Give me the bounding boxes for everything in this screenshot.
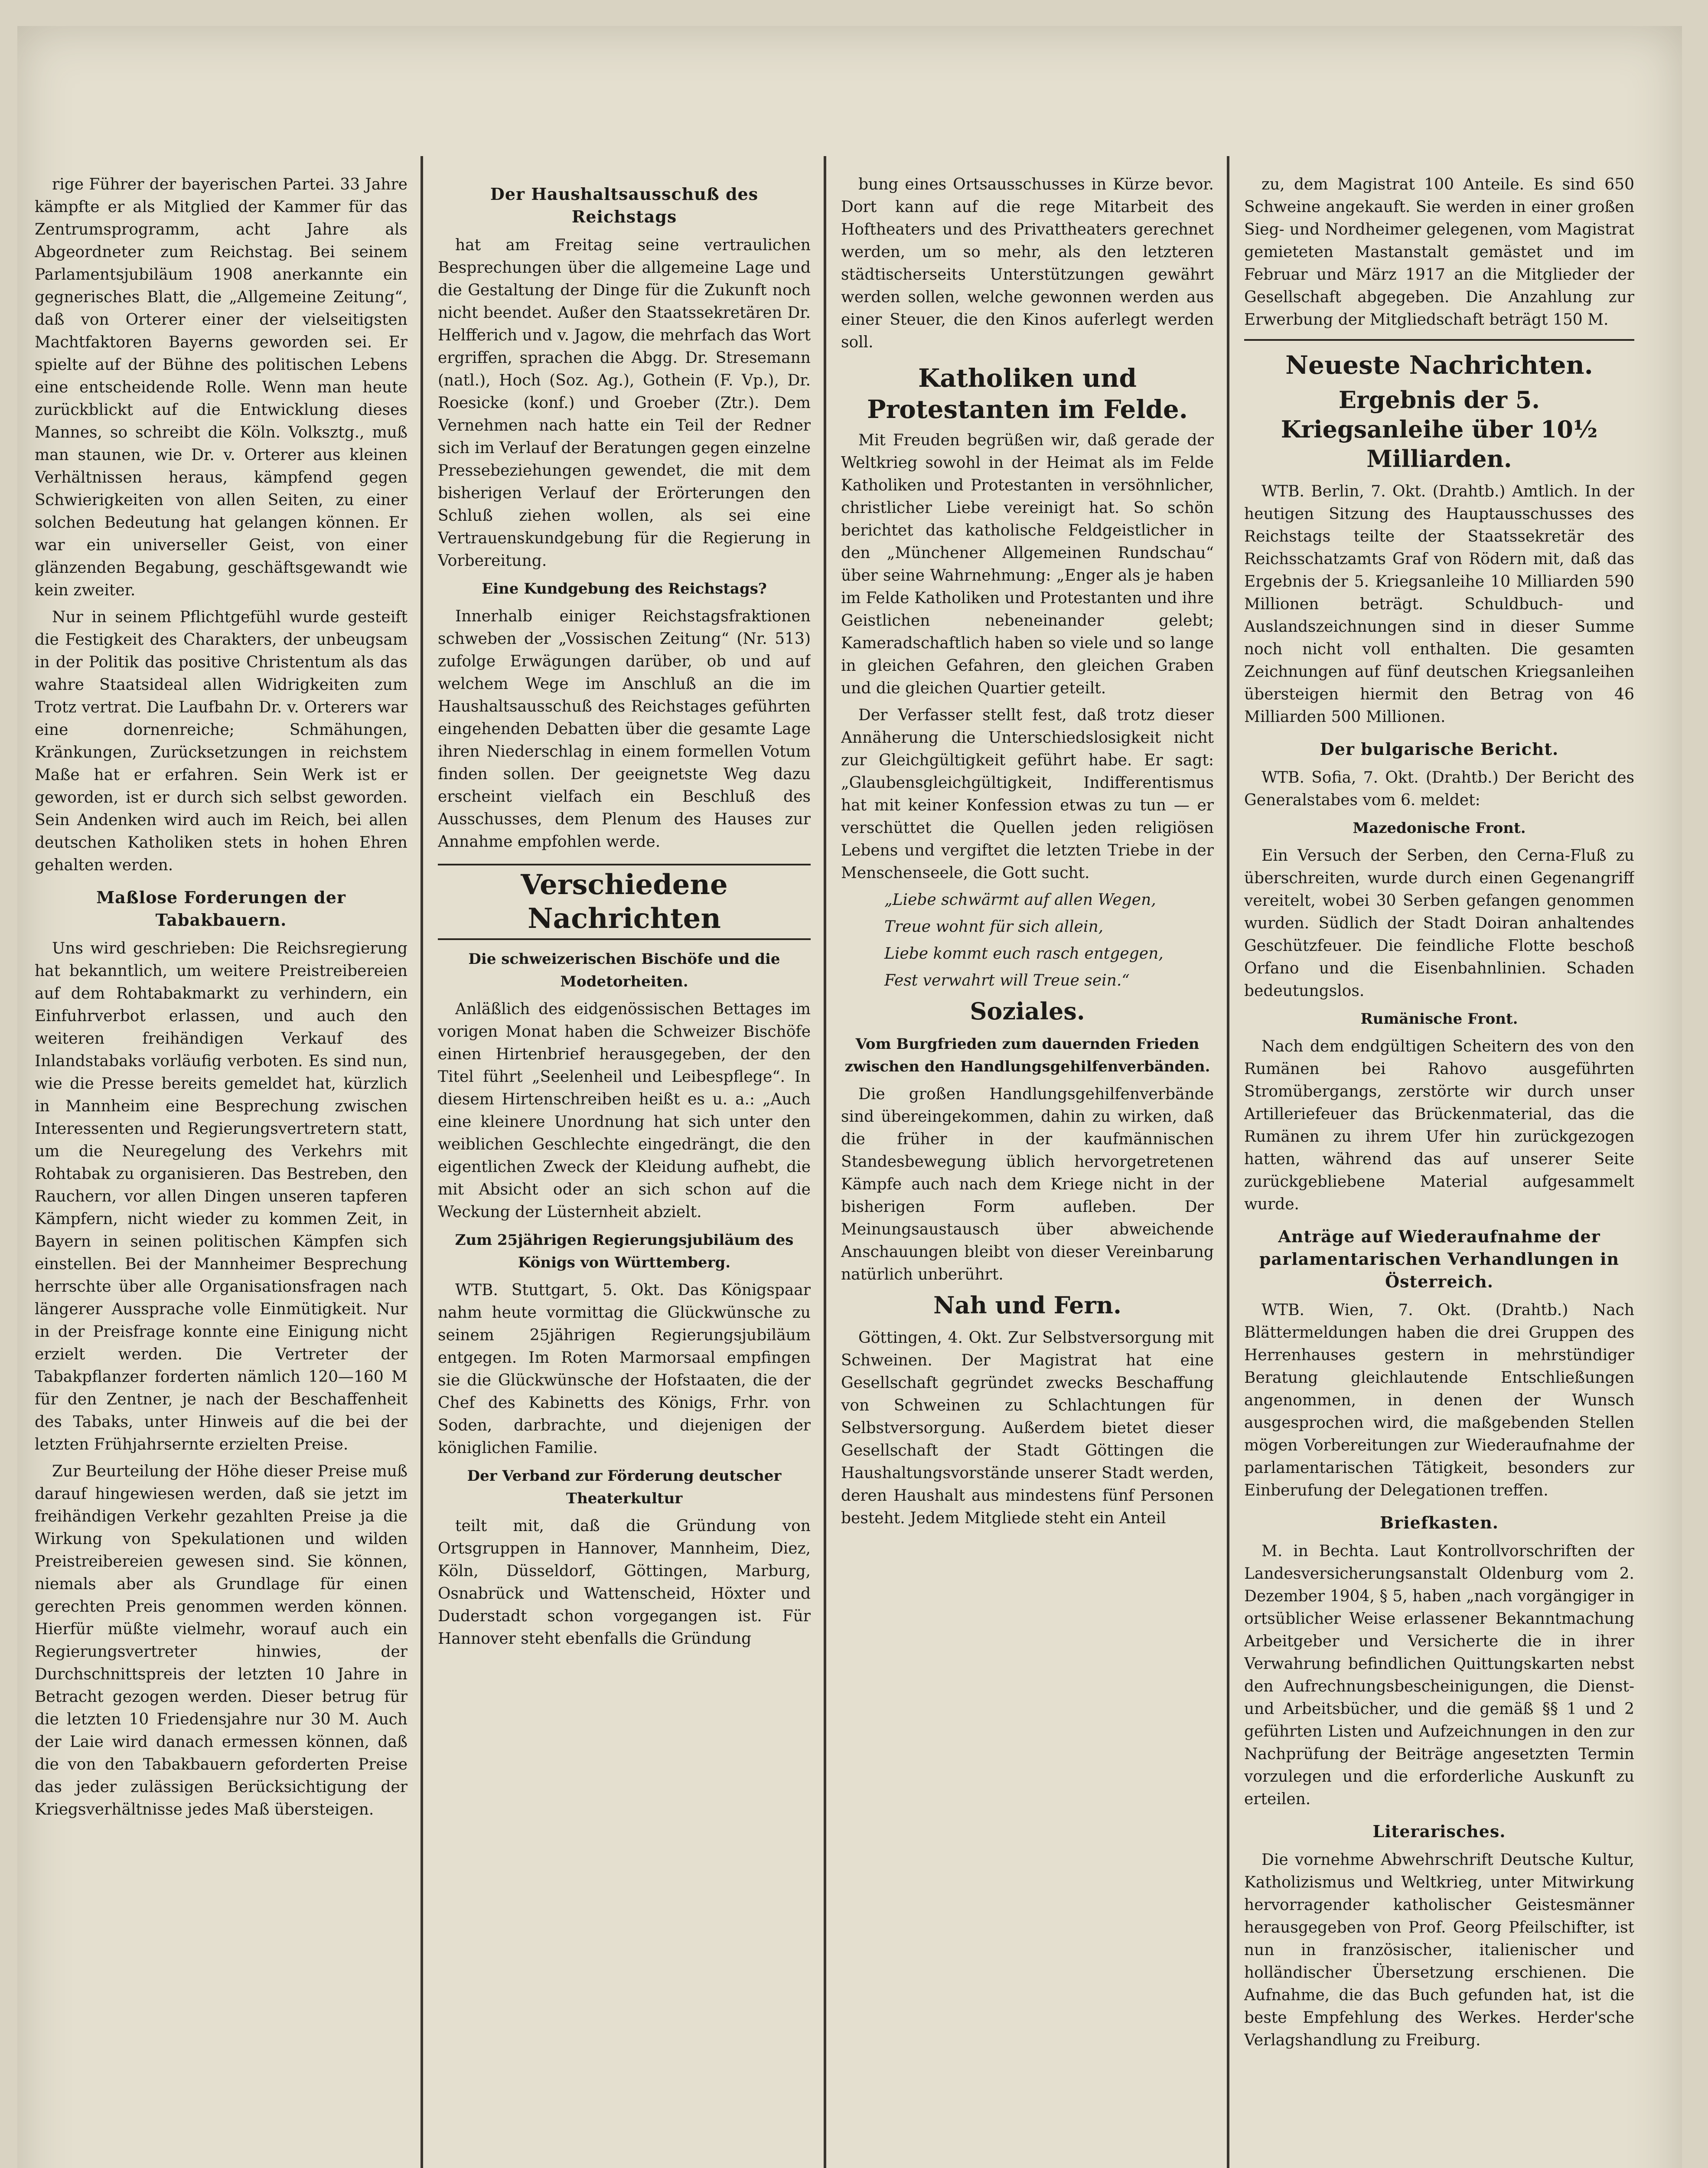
kundgebung-text: Innerhalb einiger Reichstagsfraktionen schweben der „Vossischen Zeitung“ (Nr. 513) zufolge Erwägungen darüber, ob und auf welchem Wege im Anschluß an die im Haushaltsausschuß des Reichstages geführten eingehenden Debatten über die gesamte Lage ihren Niederschlag in einem formellen Votum finden sollen. Der geeignetste Weg dazu erscheint vielfach ein Beschluß des Ausschusses, dem Plenum des Hauses zur Annahme empfohlen werde.	[438, 607, 811, 851]
tabakbauern-text-2: Zur Beurteilung der Höhe dieser Preise muß darauf hingewiesen werden, daß sie jetzt im freihändigen Verkehr gezahlten Preise ja die Wirkung von Spekulationen und wilden Preistreibereien gewesen sind. Sie können, niemals aber als Grundlage für einen gerechten Preis genommen werden können. Hierfür müßte vielmehr, worauf auch ein Regierungsvertreter hinwies, der Durchschnittspreis der letzten 10 Jahre in Betracht gezogen werden. Dieser betrug für die letzten 10 Friedensjahre nur 30 M. Auch der Laie wird danach ermessen können, daß die von den Tabakbauern geforderten Preise das jeder zulässigen Berücksichtigung der Kriegsverhältnisse jedes Maß übersteigen.	[35, 1463, 407, 1819]
orterer-obituary-text: rige Führer der bayerischen Partei. 33 Jahre kämpfte er als Mitglied der Kammer für das Zentrumsprogramm, acht Jahre als Abgeordneter zum Reichstag. Bei seinem Parlamentsjubiläum 1908 anerkannte ein gegnerisches Blatt, die „Allgemeine Zeitung“, daß von Orterer einer der vielseitigsten Machtfaktoren Bayerns geworden sei. Er spielte auf der Bühne des politischen Lebens eine entscheidende Rolle. Wenn man heute zurückblickt auf die Entwicklung dieses Mannes, so schreibt die Köln. Volksztg., muß man staunen, wie Dr. v. Orterer aus kleinen Verhältnissen heraus, kämpfend gegen Schwierigkeiten von allen Seiten, zu einer solchen Bedeutung hat gelangen können. Er war ein universeller Geist, von einer glänzenden Begabung, geschäftsgewandt wie kein zweiter.	[35, 176, 407, 599]
mazedonische-front-text: Ein Versuch der Serben, den Cerna-Fluß zu überschreiten, wurde durch einen Gegenangriff vereitelt, wobei 30 Serben gefangen genommen wurden. Südlich der Stadt Doiran anhaltendes Geschützfeuer. Die feindliche Flotte beschoß Orfano und die Eisenbahnlinien. Schaden bedeutungslos.	[1244, 847, 1634, 1000]
rumaenische-front-heading: Rumänische Front.	[1360, 1010, 1518, 1028]
burgfrieden-subheading: Vom Burgfrieden zum dauernden Frieden zwischen den Handlungsgehilfenverbänden.	[844, 1035, 1210, 1075]
orterer-obituary-text-2: Nur in seinem Pflichtgefühl wurde gesteift die Festigkeit des Charakters, der unbeugsam in der Politik das positive Christentum als das wahre Staatsideal allen Widrigkeiten zum Trotz vertrat. Die Laufbahn Dr. v. Orterers war eine dornenreiche; Schmähungen, Kränkungen, Zurücksetzungen in reichstem Maße hat er erfahren. Sein Werk ist er geworden, ist er durch sich selbst geworden. Sein Andenken wird auch im Reich, bei allen deutschen Katholiken stets in hohen Ehren gehalten werden.	[35, 608, 407, 874]
kriegsanleihe-text: WTB. Berlin, 7. Okt. (Drahtb.) Amtlich. In der heutigen Sitzung des Hauptausschusses des Reichstags teilte der Staatssekretär des Reichsschatzamts Graf von Rödern mit, daß das Ergebnis der 5. Kriegsanleihe 10 Milliarden 590 Millionen beträgt. Schuldbuch- und Auslandszeichnungen sind in dieser Summe noch nicht voll enthalten. Die gesamten Zeichnungen auf fünf deutschen Kriegsanleihen übersteigen hiermit den Betrag von 46 Milliarden 500 Millionen.	[1244, 483, 1634, 726]
theaterkultur-subheading: Der Verband zur Förderung deutscher Theaterkultur	[467, 1467, 782, 1507]
newspaper-page	[17, 26, 1682, 2168]
oesterreich-heading: Anträge auf Wiederaufnahme der parlamentarischen Verhandlungen in Österreich.	[1259, 1227, 1620, 1291]
poem-line-4: Fest verwahrt will Treue sein.“	[884, 972, 1130, 989]
katholiken-text-2: Der Verfasser stellt fest, daß trotz dieser Annäherung die Unterschiedslosigkeit nicht zur Gleichgültigkeit geführt habe. Er sagt: „Glaubensgleichgültigkeit, Indifferentismus hat mit keiner Konfession etwas zu tun — er verschüttet die Quellen jeden religiösen Lebens und vergiftet die letzten Triebe in der Menschenseele, die Gott sucht.	[841, 706, 1214, 882]
verschiedene-nachrichten-heading: Verschiedene Nachrichten	[438, 864, 811, 940]
tabakbauern-heading: Maßlose Forderungen der Tabakbauern.	[96, 888, 346, 930]
wuerttemberg-text: WTB. Stuttgart, 5. Okt. Das Königspaar nahm heute vormittag die Glückwünsche zu seinem 25jährigen Regierungsjubiläum entgegen. Im Roten Marmorsaal empfingen sie die Glückwünsche der Hofstaaten, die der Chef des Kabinetts des Königs, Frhr. von Soden, darbrachte, und diejenigen der königlichen Familie.	[438, 1281, 811, 1457]
poem-line-1: „Liebe schwärmt auf allen Wegen,	[884, 891, 1156, 909]
sofia-text: WTB. Sofia, 7. Okt. (Drahtb.) Der Bericht des Generalstabes vom 6. meldet:	[1244, 769, 1634, 809]
bischoefe-text: Anläßlich des eidgenössischen Bettages im vorigen Monat haben die Schweizer Bischöfe einen Hirtenbrief herausgegeben, der den Titel führt „Seelenheil und Leibespflege“. In diesem Hirtenschreiben heißt es u. a.: „Auch eine kleinere Unordnung hat sich unter den weiblichen Geschlechte eingedrängt, die den eigentlichen Zweck der Kleidung aufhebt, die mit Absicht oder an sich schon auf die Weckung der Lüsternheit abzielt.	[438, 1000, 811, 1221]
briefkasten-heading: Briefkasten.	[1379, 1513, 1499, 1532]
wuerttemberg-subheading: Zum 25jährigen Regierungsjubiläum des Königs von Württemberg.	[455, 1231, 794, 1271]
column-3	[841, 173, 1214, 2168]
wien-text: WTB. Wien, 7. Okt. (Drahtb.) Nach Blättermeldungen haben die drei Gruppen des Herrenhauses gestern in mehrstündiger Beratung gleichlautende Entschließungen angenommen, in denen der Wunsch ausgesprochen wird, die maßgebenden Stellen mögen Vorbereitungen zur Wiederaufnahme der parlamentarischen Tätigkeit, besonders zur Einberufung der Delegationen treffen.	[1244, 1301, 1634, 1499]
rumaenische-front-text: Nach dem endgültigen Scheitern des von den Rumänen bei Rahovo ausgeführten Stromübergangs, zerstörte wir durch unser Artilleriefeuer das Brückenmaterial, das die Rumänen zu ihrem Ufer hin zurückgezogen hatten, während das auf unserer Seite zurückgebliebene Material aufgesammelt wurde.	[1244, 1038, 1634, 1213]
magistrat-text: zu, dem Magistrat 100 Anteile. Es sind 650 Schweine angekauft. Sie werden in einer großen Sieg- und Nordheimer gelegenen, vom Magistrat gemieteten Mastanstalt gemästet und im Februar und März 1917 an die Mitglieder der Gesellschaft abgegeben. Die Anzahlung zur Erwerbung der Mitgliedschaft beträgt 150 M.	[1244, 176, 1634, 329]
column-1	[35, 173, 407, 2168]
neueste-nachrichten-heading: Neueste Nachrichten.	[1285, 350, 1593, 380]
tabakbauern-text: Uns wird geschrieben: Die Reichsregierung hat bekanntlich, um weitere Preistreibereien auf dem Rohtabakmarkt zu verhindern, ein Einfuhrverbot erlassen, und auch den weiteren freihändigen Verkauf des Inlandstabaks vorläufig verboten. Es sind nun, wie die Presse bereits gemeldet hat, kürzlich in Mannheim eine Besprechung zwischen Interessenten und Regierungsvertretern statt, um die Neuregelung des Verkehrs mit Rohtabak zu organisieren. Das Bestreben, den Rauchern, vor allen Dingen unseren tapferen Kämpfern, nicht wieder zu kommen Zeit, in Bayern in seinen politischen Kämpfen sich einstellen. Bei der Mannheimer Besprechung herrschte über alle Organisationsfragen nach längerer Aussprache volle Einmütigkeit. Nur in der Preisfrage konnte eine Einigung nicht erzielt werden. Die Vertreter der Tabakpflanzer forderten nämlich 120—160 M für den Zentner, je nach der Beschaffenheit des Tabaks, unter Hinweis auf die bei der letzten Frühjahrsernte erzielten Preise.	[35, 940, 407, 1453]
poem-line-3: Liebe kommt euch rasch entgegen,	[884, 945, 1164, 963]
bischoefe-subheading: Die schweizerischen Bischöfe und die Modetorheiten.	[468, 950, 780, 990]
theaterkultur-text: teilt mit, daß die Gründung von Ortsgruppen in Hannover, Mannheim, Diez, Köln, Düsseldorf, Göttingen, Marburg, Osnabrück und Wattenscheid, Höxter und Duderstadt schon vorgegangen ist. Für Hannover steht ebenfalls die Gründung	[438, 1517, 811, 1648]
bulgarischer-bericht-heading: Der bulgarische Bericht.	[1320, 739, 1559, 759]
katholiken-protestanten-heading: Katholiken und Protestanten im Felde.	[867, 363, 1188, 424]
briefkasten-text: M. in Bechta. Laut Kontrollvorschriften der Landesversicherungsanstalt Oldenburg vom 2. Dezember 1904, § 5, haben „nach vorgängiger in ortsüblicher Weise erlassener Bekanntmachung Arbeitgeber und Versicherte die in ihrer Verwahrung befindlichen Quittungskarten nebst den Aufrechnungsbescheinigungen, die Dienst- und Arbeitsbücher, und die gemäß §§ 1 und 2 geführten Listen und Aufzeichnungen in den zur Nachprüfung der Beiträge angesetzten Termin vorzulegen und die erforderliche Auskunft zu erteilen.	[1244, 1542, 1634, 1808]
burgfrieden-text: Die großen Handlungsgehilfenverbände sind übereingekommen, dahin zu wirken, daß die früher in der kaufmännischen Standesbewegung üblich hervorgetretenen Kämpfe auch nach dem Kriege nicht in der bisherigen Form aufleben. Der Meinungsaustausch über abweichende Anschauungen bleibt von dieser Vereinbarung natürlich unberührt.	[841, 1085, 1214, 1283]
column-4	[1244, 173, 1634, 2168]
poem-line-2: Treue wohnt für sich allein,	[884, 918, 1104, 936]
literarisches-text: Die vornehme Abwehrschrift Deutsche Kultur, Katholizismus und Weltkrieg, unter Mitwirkung hervorragender katholischer Geistesmänner herausgegeben von Prof. Georg Pfeilschifter, ist nun in französischer, italienischer und holländischer Übersetzung erschienen. Die Aufnahme, die das Buch gefunden hat, ist die beste Empfehlung des Werkes. Herder'sche Verlagshandlung zu Freiburg.	[1244, 1851, 1634, 2049]
section-divider	[1244, 339, 1634, 341]
mazedonische-front-heading: Mazedonische Front.	[1353, 820, 1526, 837]
column-2	[438, 173, 811, 2168]
kriegsanleihe-heading: Ergebnis der 5. Kriegsanleihe über 10½ Milliarden.	[1281, 386, 1598, 473]
column-rule	[824, 156, 826, 2168]
column-rule	[420, 156, 423, 2168]
column-rule	[1227, 156, 1229, 2168]
nah-und-fern-heading: Nah und Fern.	[933, 1291, 1121, 1319]
haushaltsausschuss-heading: Der Haushaltsausschuß des Reichstags	[490, 184, 759, 226]
goettingen-text: Göttingen, 4. Okt. Zur Selbstversorgung mit Schweinen. Der Magistrat hat eine Gesellschaft gegründet zwecks Beschaffung von Schweinen zu Schlachtungen für Selbstversorgung. Außerdem bietet dieser Gesellschaft der Stadt Göttingen die Haushaltungsvorstände unserer Stadt werden, deren Haushalt aus mindestens fünf Personen besteht. Jedem Mitgliede steht ein Anteil	[841, 1329, 1214, 1527]
haushaltsausschuss-text: hat am Freitag seine vertraulichen Besprechungen über die allgemeine Lage und die Gestaltung der Dinge für die Zukunft noch nicht beendet. Außer den Staatssekretären Dr. Helfferich und v. Jagow, die mehrfach das Wort ergriffen, sprachen die Abgg. Dr. Stresemann (natl.), Hoch (Soz. Ag.), Gothein (F. Vp.), Dr. Roesicke (konf.) und Groeber (Ztr.). Dem Vernehmen nach hatte ein Teil der Redner sich im Verlauf der Beratungen gegen einzelne Pressebeziehungen gewendet, die mit dem bisherigen Verlauf der Erörterungen den Schluß ziehen wollen, als sei eine Vertrauenskundgebung für die Regierung in Vorbereitung.	[438, 236, 811, 570]
katholiken-text: Mit Freuden begrüßen wir, daß gerade der Weltkrieg sowohl in der Heimat als im Felde Katholiken und Protestanten in versöhnlicher, christlicher Liebe vereinigt hat. So schön berichtet das katholische Feldgeistlicher in den „Münchener Allgemeinen Rundschau“ über seine Wahrnehmung: „Enger als je haben im Felde Katholiken und Protestanten und ihre Geistlichen nebeneinander gelebt; Kameradschaftlich haben so viele und so lange in gleichen Gefahren, den gleichen Graben und die gleichen Quartier geteilt.	[841, 431, 1214, 697]
literarisches-heading: Literarisches.	[1372, 1822, 1506, 1841]
kundgebung-heading: Eine Kundgebung des Reichstags?	[482, 580, 767, 598]
ortsausschuss-text: bung eines Ortsausschusses in Kürze bevor. Dort kann auf die rege Mitarbeit des Hoftheaters und des Privattheaters gerechnet werden, um so mehr, als den letzteren städtischerseits Unterstützungen gewährt werden sollen, welche gewonnen werden aus einer Steuer, die den Kinos auferlegt werden soll.	[841, 176, 1214, 351]
soziales-heading: Soziales.	[970, 997, 1085, 1025]
